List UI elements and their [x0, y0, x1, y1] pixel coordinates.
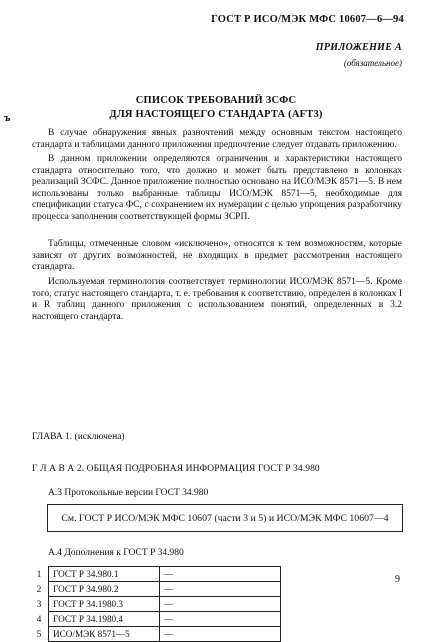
section-a3-reference-text: См. ГОСТ Р ИСО/МЭК МФС 10607 (части 3 и 5) и ИСО/МЭК МФС 10607—4	[61, 512, 389, 524]
supplement-value: —	[160, 627, 281, 642]
supplement-name: ИСО/МЭК 8571—5	[49, 627, 160, 642]
appendix-type: (обязательное)	[343, 58, 402, 68]
supplement-value: —	[160, 567, 281, 582]
supplement-name: ГОСТ Р 34.1980.4	[49, 612, 160, 627]
supplements-table	[30, 566, 281, 642]
document-header: ГОСТ Р ИСО/МЭК МФС 10607—6—94	[211, 14, 404, 25]
supplement-value: —	[160, 597, 281, 612]
table-row	[30, 612, 281, 627]
section-a4-title: А.4 Дополнения к ГОСТ Р 34.980	[48, 548, 184, 558]
section-a3-reference-box	[47, 504, 403, 532]
row-number: 2	[36, 584, 42, 594]
paragraph-2: В данном приложении определяются ограничения и характеристики настоящего стандарта относительно того, что должно и может быть представлено в колонках реализаций ЗСФС. Данное приложение полностью основано на ИСО/МЭК 8571—5. В нем использованы только выбранные таблицы ИСО/МЭК 8571—5, необходимые для спецификации статуса ФС, с сохранением их нумерации с целью упрощения разработчику процесса заполнения соответствующей формы ЗСРП.	[32, 154, 402, 222]
appendix-title-line2: ДЛЯ НАСТОЯЩЕГО СТАНДАРТА (AFT3)	[109, 109, 323, 120]
row-number: 4	[36, 614, 42, 624]
table-row	[30, 627, 281, 642]
row-number: 5	[36, 629, 42, 639]
paragraph-3: Таблицы, отмеченные словом «исключено», относятся к тем возможностям, которые зависят от других возможностей, не входящих в предмет рассмотрения настоящего стандарта.	[32, 239, 402, 273]
row-number: 1	[36, 569, 42, 579]
chapter-2-heading: Г Л А В А 2. ОБЩАЯ ПОДРОБНАЯ ИНФОРМАЦИЯ ГОСТ Р 34.980	[32, 464, 320, 474]
chapter-1-heading: ГЛАВА 1. (исключена)	[32, 432, 125, 442]
page-number: 9	[395, 574, 400, 585]
supplement-name: ГОСТ Р 34.980.1	[49, 567, 160, 582]
table-row	[30, 567, 281, 582]
supplement-value: —	[160, 582, 281, 597]
table-row	[30, 597, 281, 612]
appendix-label: ПРИЛОЖЕНИЕ А	[315, 42, 402, 53]
supplement-name: ГОСТ Р 34.1980.3	[49, 597, 160, 612]
table-row	[30, 582, 281, 597]
paragraph-4: Используемая терминология соответствует терминологии ИСО/МЭК 8571—5. Кроме того, статус настоящего стандарта, т. е. требования к соответствию, определен в колонках I и R таблиц данного приложения с использованием понятий, определенных в 3.2 настоящего стандарта.	[32, 277, 402, 322]
row-number: 3	[36, 599, 42, 609]
appendix-title-line1: СПИСОК ТРЕБОВАНИЙ ЗСФС	[135, 95, 297, 106]
section-a3-title: А.3 Протокольные версии ГОСТ 34.980	[48, 488, 209, 498]
margin-mark: ъ	[4, 112, 11, 124]
supplement-name: ГОСТ Р 34.980.2	[49, 582, 160, 597]
paragraph-1: В случае обнаружения явных разночтений между основным текстом настоящего стандарта и таблицами данного приложения предпочтение следует отдавать приложению.	[32, 128, 402, 150]
supplement-value: —	[160, 612, 281, 627]
